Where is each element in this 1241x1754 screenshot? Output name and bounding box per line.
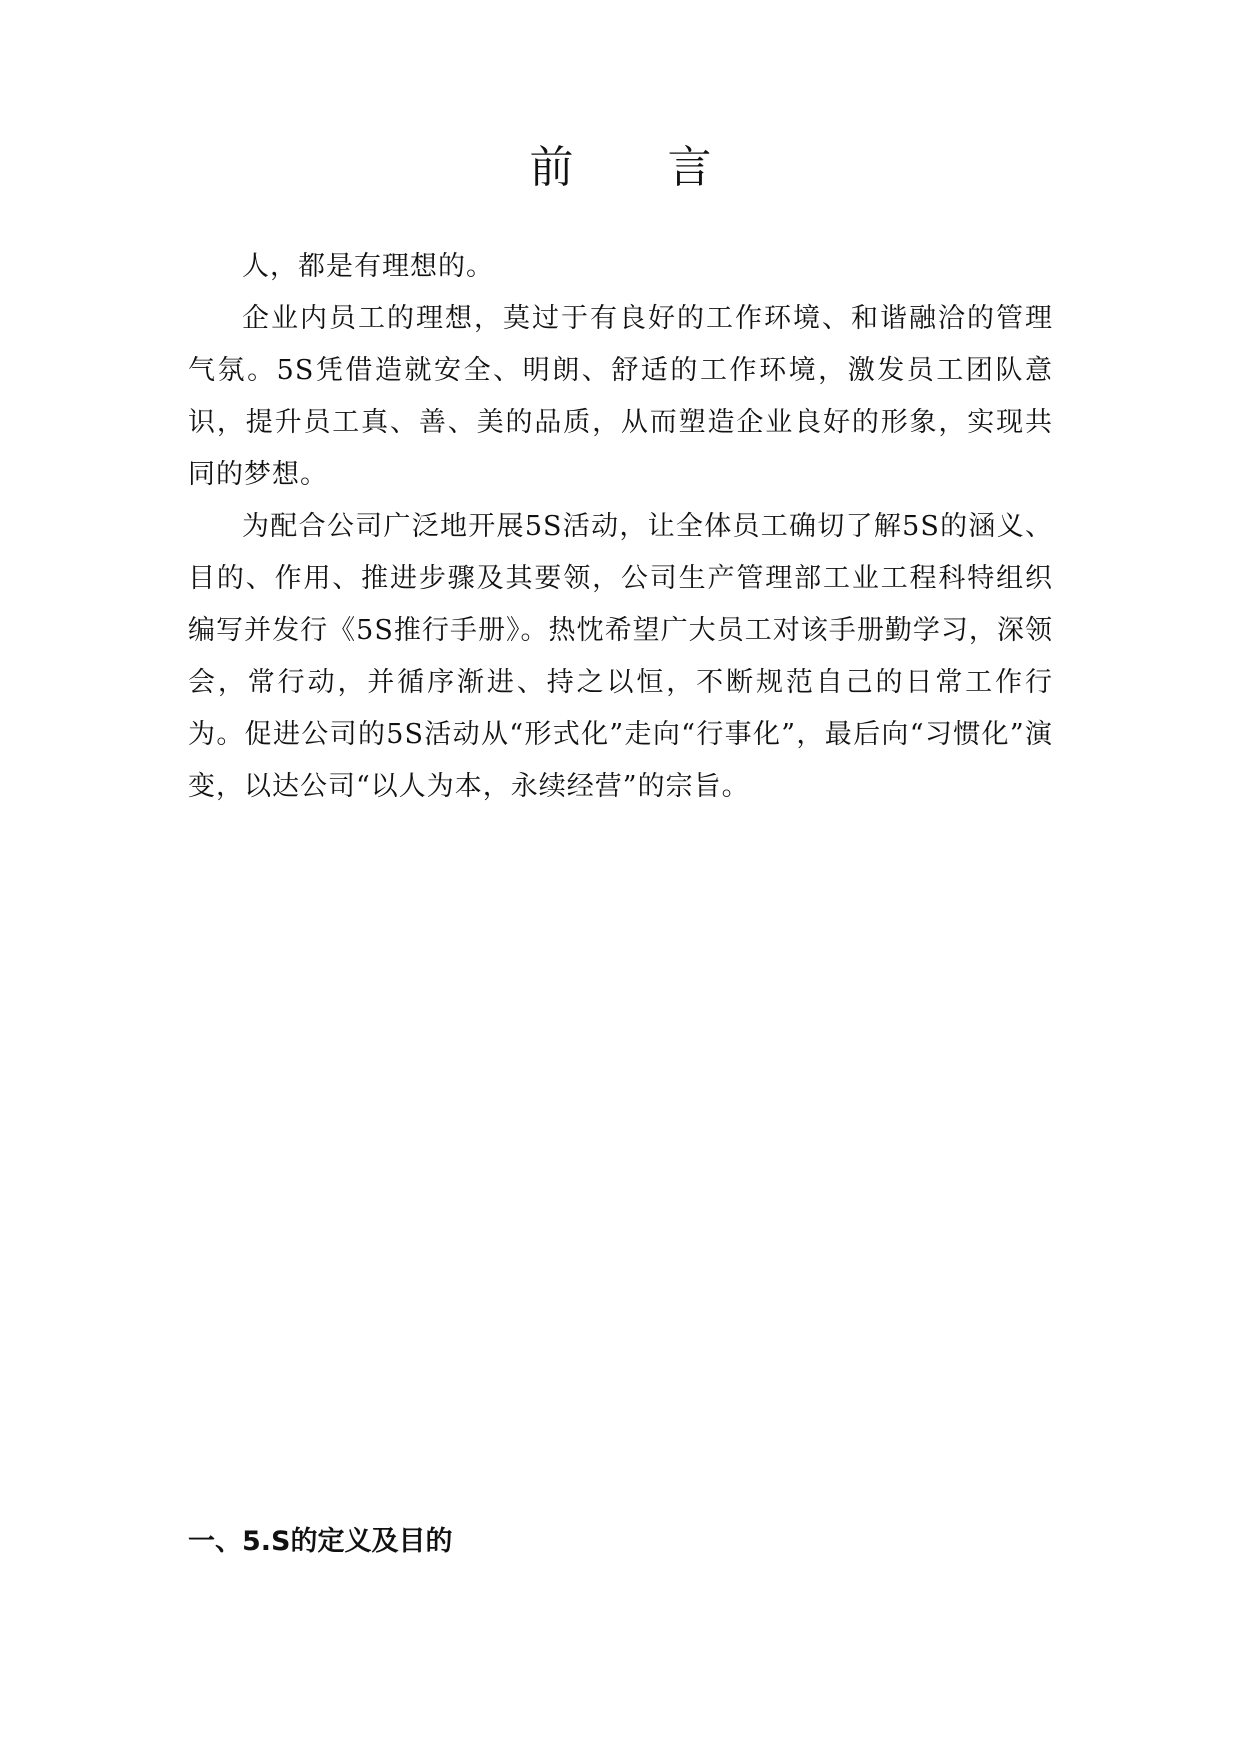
paragraph-3: 为配合公司广泛地开展5S活动，让全体员工确切了解5S的涵义、目的、作用、推进步骤及其要领，公司生产管理部工业工程科特组织编写并发行《5S推行手册》。热忱希望广大员工对该手册勤学习，深领会，常行动，并循序渐进、持之以恒，不断规范自己的日常工作行为。促进公司的5S活动从“形式化”走向“行事化”，最后向“习惯化”演变，以达公司“以人为本，永续经营”的宗旨。 bbox=[188, 511, 1053, 802]
page-title: 前 言 bbox=[529, 142, 752, 193]
paragraph-1: 人，都是有理想的。 bbox=[242, 251, 494, 282]
paragraph-2: 企业内员工的理想，莫过于有良好的工作环境、和谐融洽的管理气氛。5S凭借造就安全、明朗、舒适的工作环境，激发员工团队意识，提升员工真、善、美的品质，从而塑造企业良好的形象，实现共同的梦想。 bbox=[188, 303, 1053, 490]
preface-body bbox=[188, 241, 1053, 813]
section-heading: 一、5.S的定义及目的 bbox=[188, 1526, 453, 1557]
